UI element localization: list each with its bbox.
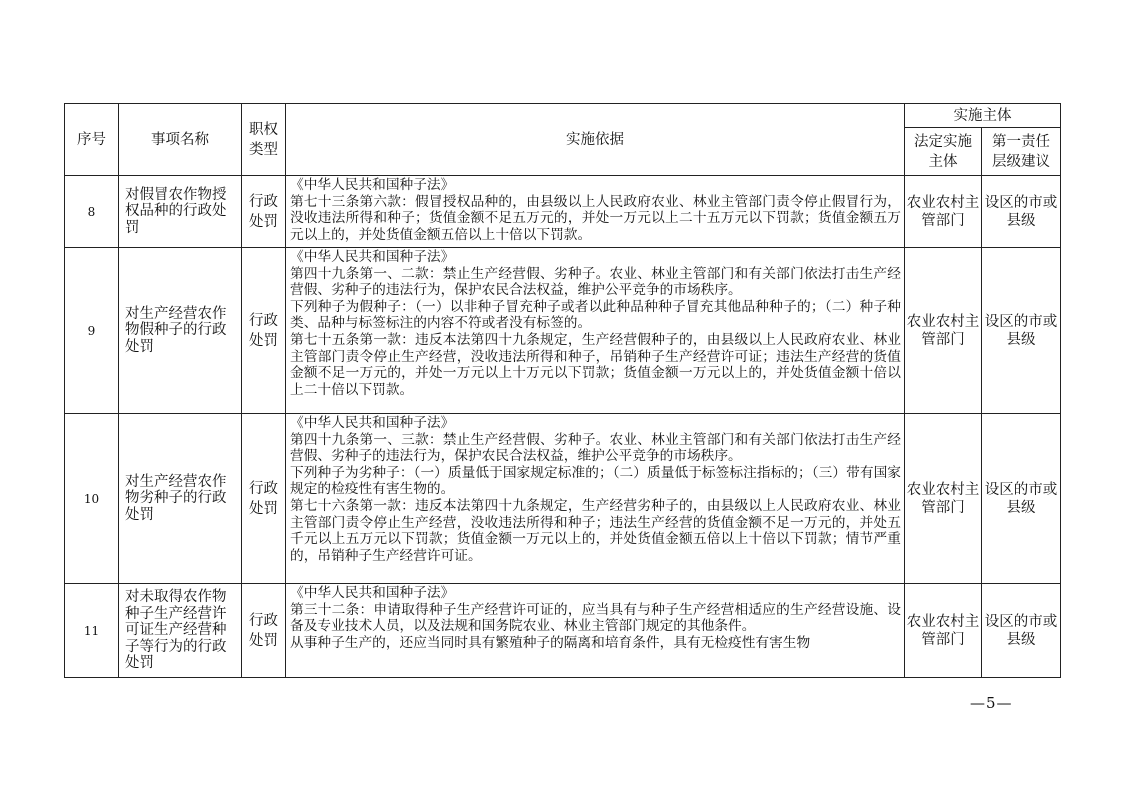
- row-basis: [286, 176, 905, 248]
- row-first-level: 设区的市或县级: [982, 176, 1061, 248]
- row-basis: [286, 248, 905, 414]
- table-row: [65, 414, 1061, 584]
- row-power-type: 行政处罚: [242, 414, 286, 584]
- row-power-type: 行政处罚: [242, 248, 286, 414]
- basis-paragraph: 从事种子生产的，还应当同时具有繁殖种子的隔离和培育条件，具有无检疫性有害生物: [290, 634, 811, 651]
- basis-paragraph: 第三十二条：申请取得种子生产经营许可证的，应当具有与种子生产经营相适应的生产经营设施、设备及专业技术人员，以及法规和国务院农业、林业主管部门规定的其他条件。: [290, 601, 901, 635]
- page-number: —5—: [970, 694, 1013, 712]
- row-seq: 9: [65, 248, 119, 414]
- row-power-type: 行政处罚: [242, 584, 286, 678]
- header-first-level: 第一责任层级建议: [982, 128, 1061, 176]
- table-row: [65, 176, 1061, 248]
- row-power-type: 行政处罚: [242, 176, 286, 248]
- header-type: 职权类型: [242, 104, 286, 176]
- basis-paragraph: 《中华人民共和国种子法》: [290, 249, 455, 265]
- row-seq: 11: [65, 584, 119, 678]
- basis-paragraph: 第七十三条第六款：假冒授权品种的，由县级以上人民政府农业、林业主管部门责令停止假冒行为，没收违法所得和种子；货值金额不足五万元的，并处一万元以上二十五万元以下罚款；货值金额五万元以上的，并处货值金额五倍以上十倍以下罚款。: [290, 193, 901, 243]
- header-name: 事项名称: [119, 104, 242, 176]
- table-row: [65, 584, 1061, 678]
- basis-paragraph: 下列种子为假种子：（一）以非种子冒充种子或者以此种品种种子冒充其他品种种子的；（二）种子种类、品种与标签标注的内容不符或者没有标签的。: [290, 298, 901, 332]
- basis-paragraph: 《中华人民共和国种子法》: [290, 177, 455, 193]
- row-legal-subject: 农业农村主管部门: [905, 176, 982, 248]
- header-legal-subject: 法定实施主体: [905, 128, 982, 176]
- row-first-level: 设区的市或县级: [982, 584, 1061, 678]
- basis-paragraph: 第七十五条第一款：违反本法第四十九条规定，生产经营假种子的，由县级以上人民政府农业、林业主管部门责令停止生产经营，没收违法所得和种子，吊销种子生产经营许可证；违法生产经营的货值金额不足一万元的，并处一万元以上十万元以下罚款；货值金额一万元以上的，并处货值金额十倍以上二十倍以下罚款。: [290, 331, 901, 398]
- row-legal-subject: 农业农村主管部门: [905, 584, 982, 678]
- row-seq: 10: [65, 414, 119, 584]
- row-legal-subject: 农业农村主管部门: [905, 414, 982, 584]
- row-item-name: 对生产经营农作物劣种子的行政处罚: [119, 414, 242, 584]
- basis-paragraph: 第七十六条第一款：违反本法第四十九条规定，生产经营劣种子的，由县级以上人民政府农业、林业主管部门责令停止生产经营，没收违法所得和种子；违法生产经营的货值金额不足一万元的，并处五千元以上五万元以下罚款；货值金额一万元以上的，并处货值金额五倍以上十倍以下罚款；情节严重的，吊销种子生产经营许可证。: [290, 497, 901, 564]
- enforcement-items-table: [64, 103, 1061, 678]
- row-first-level: 设区的市或县级: [982, 248, 1061, 414]
- row-item-name: 对假冒农作物授权品种的行政处罚: [119, 176, 242, 248]
- header-basis: 实施依据: [286, 104, 905, 176]
- basis-paragraph: 《中华人民共和国种子法》: [290, 415, 455, 431]
- basis-paragraph: 《中华人民共和国种子法》: [290, 585, 455, 601]
- row-item-name: 对生产经营农作物假种子的行政处罚: [119, 248, 242, 414]
- row-basis: [286, 584, 905, 678]
- basis-paragraph: 第四十九条第一、二款：禁止生产经营假、劣种子。农业、林业主管部门和有关部门依法打击生产经营假、劣种子的违法行为，保护农民合法权益，维护公平竞争的市场秩序。: [290, 265, 901, 299]
- row-legal-subject: 农业农村主管部门: [905, 248, 982, 414]
- header-subject-group: 实施主体: [905, 104, 1061, 128]
- basis-paragraph: 第四十九条第一、三款：禁止生产经营假、劣种子。农业、林业主管部门和有关部门依法打击生产经营假、劣种子的违法行为，保护农民合法权益，维护公平竞争的市场秩序。: [290, 431, 901, 465]
- row-first-level: 设区的市或县级: [982, 414, 1061, 584]
- header-seq: 序号: [65, 104, 119, 176]
- row-basis: [286, 414, 905, 584]
- table-row: [65, 248, 1061, 414]
- row-seq: 8: [65, 176, 119, 248]
- basis-paragraph: 下列种子为劣种子：（一）质量低于国家规定标准的；（二）质量低于标签标注指标的；（三）带有国家规定的检疫性有害生物的。: [290, 464, 901, 498]
- row-item-name: 对未取得农作物种子生产经营许可证生产经营种子等行为的行政处罚: [119, 584, 242, 678]
